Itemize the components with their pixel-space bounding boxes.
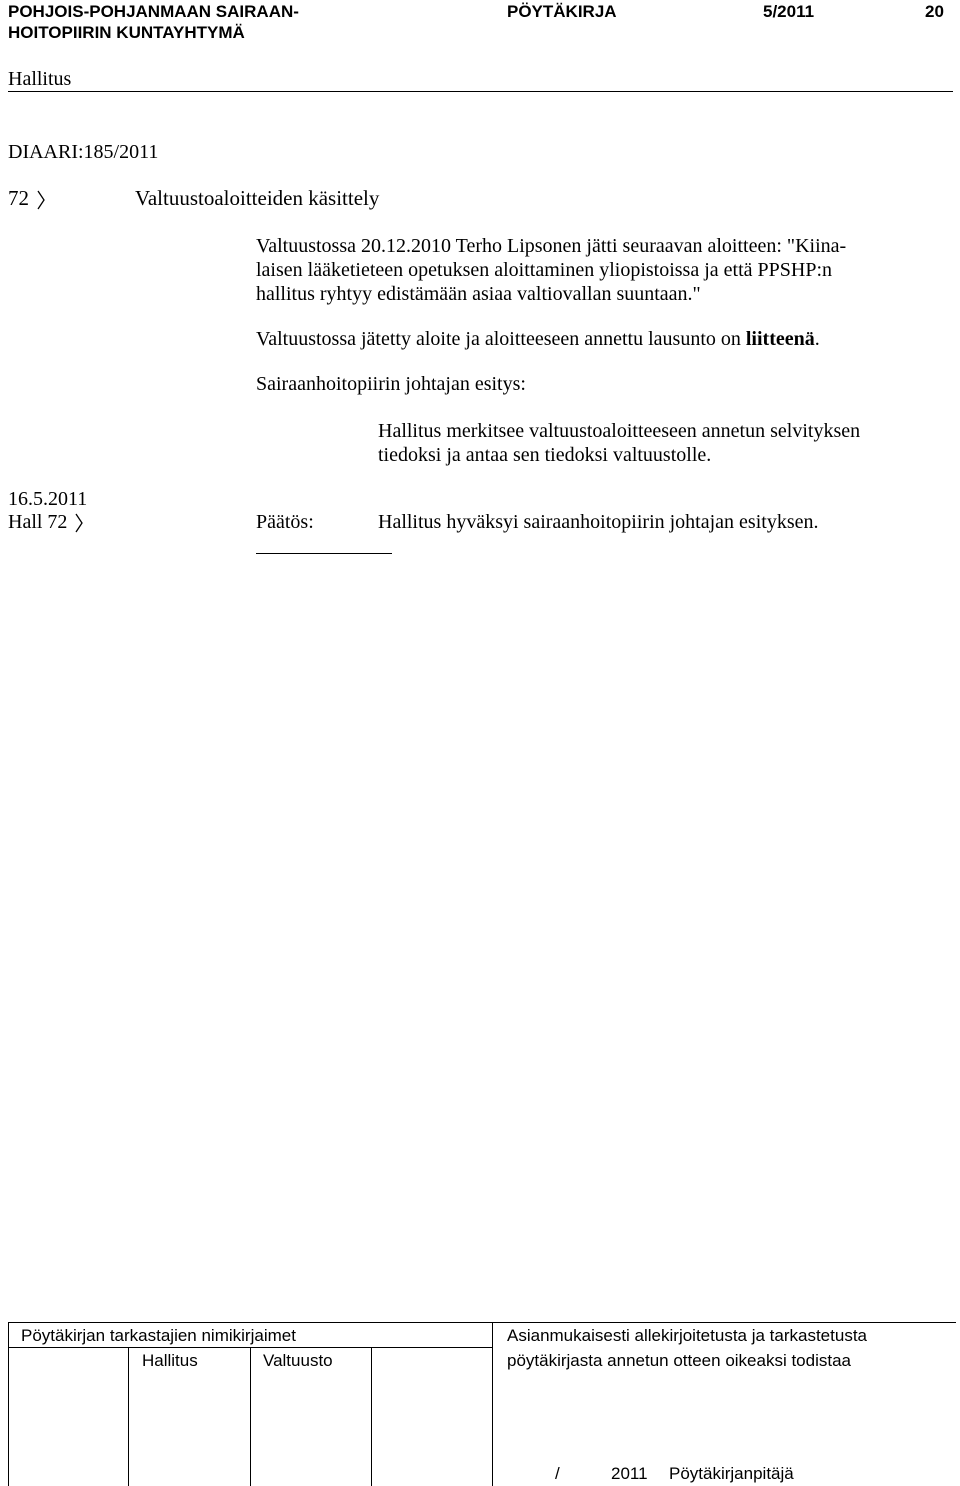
- footer-signer-title: Pöytäkirjanpitäjä: [669, 1464, 794, 1483]
- attachment-note-text: Valtuustossa jätetty aloite ja aloitteeseen annettu lausunto on: [256, 328, 746, 350]
- decision-end-rule: [256, 553, 392, 554]
- header-divider: [8, 91, 953, 92]
- footer-col-hallitus: Hallitus: [142, 1351, 198, 1370]
- proposal-label: Sairaanhoitopiirin johtajan esitys:: [256, 373, 526, 395]
- attachment-note-end: .: [814, 328, 820, 350]
- footer-col-valtuusto: Valtuusto: [263, 1351, 333, 1370]
- section-title: Valtuustoaloitteiden käsittely: [135, 186, 380, 210]
- document-type: PÖYTÄKIRJA: [507, 2, 617, 21]
- footer-left-title: Pöytäkirjan tarkastajien nimikirjaimet: [21, 1326, 296, 1345]
- footer-col-divider-2: [250, 1347, 251, 1486]
- footer-col-divider-3: [371, 1347, 372, 1486]
- decision-text: Hallitus hyväksyi sairaanhoitopiirin johtajan esityksen.: [378, 511, 819, 533]
- initiative-text-line3: hallitus ryhtyy edistämään asiaa valtiovallan suuntaan.": [256, 283, 701, 305]
- attachment-note-bold: liitteenä: [745, 328, 815, 350]
- section-sign-icon: [72, 512, 86, 534]
- decision-label: Päätös:: [256, 511, 314, 533]
- governing-body-name: Hallitus: [8, 68, 72, 90]
- decision-ref-text: Hall 72: [8, 511, 68, 533]
- attachment-note: [256, 327, 820, 351]
- initiative-text-line2: laisen lääketieteen opetuksen aloittaminen yliopistoissa ja että PPSHP:n: [256, 259, 833, 281]
- diaari-number: DIAARI:185/2011: [8, 141, 159, 163]
- page-number: 20: [925, 2, 944, 21]
- section-number: 72: [8, 186, 29, 210]
- decision-reference: [8, 510, 86, 534]
- organization-name-line2: HOITOPIIRIN KUNTAYHTYMÄ: [8, 23, 245, 42]
- footer-date-slash: /: [555, 1464, 560, 1483]
- proposal-text-line1: Hallitus merkitsee valtuustoaloitteeseen annetun selvityksen: [378, 420, 861, 442]
- document-number: 5/2011: [763, 2, 815, 21]
- footer-certification-line2: pöytäkirjasta annetun otteen oikeaksi todistaa: [507, 1351, 852, 1370]
- footer-col-divider-4: [492, 1322, 493, 1486]
- footer-year: 2011: [611, 1464, 648, 1483]
- footer-col-divider-1: [128, 1347, 129, 1486]
- footer-top-rule: [8, 1322, 956, 1323]
- proposal-text-line2: tiedoksi ja antaa sen tiedoksi valtuustolle.: [378, 444, 712, 466]
- footer-left-border: [8, 1322, 9, 1486]
- section-sign-icon: [34, 189, 48, 211]
- footer-certification-line1: Asianmukaisesti allekirjoitetusta ja tarkastetusta: [507, 1326, 867, 1345]
- organization-name-line1: POHJOIS-POHJANMAAN SAIRAAN-: [8, 2, 299, 21]
- decision-date: 16.5.2011: [8, 488, 88, 510]
- initiative-text-line1: Valtuustossa 20.12.2010 Terho Lipsonen jätti seuraavan aloitteen: "Kiina-: [256, 235, 847, 257]
- section-heading: [8, 185, 48, 211]
